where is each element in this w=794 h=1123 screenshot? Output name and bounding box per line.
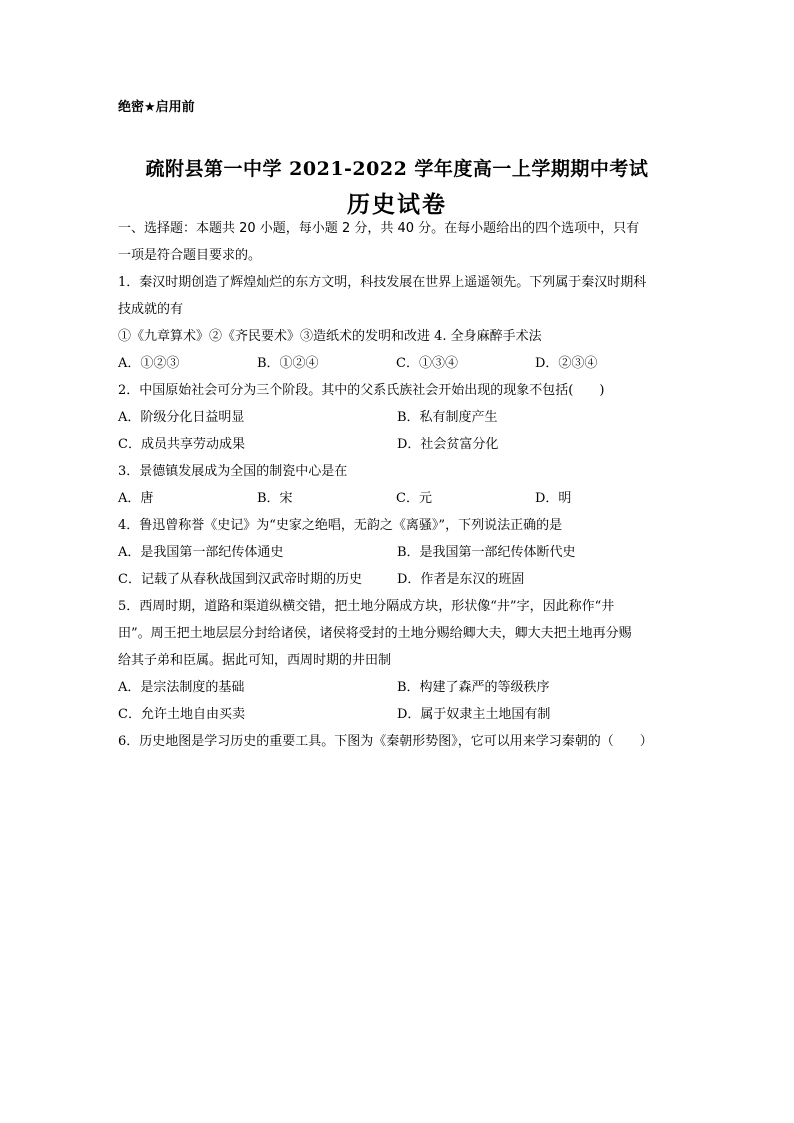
question-2-options-row-1 bbox=[118, 404, 683, 431]
question-1-stem-line-2: 技成就的有 bbox=[118, 302, 184, 317]
option-a[interactable]: A．阶级分化日益明显 bbox=[118, 410, 245, 425]
option-b[interactable]: B．①②④ bbox=[257, 356, 319, 371]
option-a[interactable]: A．唐 bbox=[118, 491, 154, 506]
option-d[interactable]: D．明 bbox=[535, 491, 572, 506]
question-3-stem: 3．景德镇发展成为全国的制瓷中心是在 bbox=[118, 464, 348, 479]
question-5 bbox=[118, 593, 683, 728]
option-d[interactable]: D．社会贫富分化 bbox=[397, 437, 499, 452]
option-a[interactable]: A．①②③ bbox=[118, 356, 180, 371]
exam-content bbox=[118, 215, 683, 755]
option-b[interactable]: B．宋 bbox=[257, 491, 293, 506]
option-a[interactable]: A．是宗法制度的基础 bbox=[118, 680, 245, 695]
option-c[interactable]: C．允许土地自由买卖 bbox=[118, 707, 245, 722]
question-5-stem-line-1: 5．西周时期，道路和渠道纵横交错，把土地分隔成方块，形状像“井”字，因此称作“井 bbox=[118, 599, 615, 614]
question-6 bbox=[118, 728, 683, 755]
question-5-options-row-2 bbox=[118, 701, 683, 728]
section-intro-line-1: 一、选择题：本题共 20 小题，每小题 2 分，共 40 分。在每小题给出的四个选项中，只有 bbox=[118, 221, 640, 236]
confidential-label: 绝密★启用前 bbox=[118, 100, 195, 115]
option-d[interactable]: D．属于奴隶主土地国有制 bbox=[397, 707, 551, 722]
question-4-options-row-2 bbox=[118, 566, 683, 593]
question-1-stem-line-3: ①《九章算术》②《齐民要术》③造纸术的发明和改进 4. 全身麻醉手术法 bbox=[118, 329, 542, 344]
option-c[interactable]: C．元 bbox=[396, 491, 432, 506]
exam-title: 疏附县第一中学 2021-2022 学年度高一上学期期中考试 bbox=[145, 158, 649, 180]
question-2-stem: 2．中国原始社会可分为三个阶段。其中的父系氏族社会开始出现的现象不包括( ) bbox=[118, 383, 605, 398]
question-3-options bbox=[118, 485, 683, 512]
section-intro-line-2: 一项是符合题目要求的。 bbox=[118, 248, 262, 263]
question-1 bbox=[118, 269, 683, 377]
question-2 bbox=[118, 377, 683, 458]
question-2-options-row-2 bbox=[118, 431, 683, 458]
question-3 bbox=[118, 458, 683, 512]
question-1-stem-line-1: 1．秦汉时期创造了辉煌灿烂的东方文明，科技发展在世界上遥遥领先。下列属于秦汉时期科 bbox=[118, 275, 647, 290]
question-4 bbox=[118, 512, 683, 593]
option-c[interactable]: C．成员共享劳动成果 bbox=[118, 437, 245, 452]
question-5-stem-line-2: 田”。周王把土地层层分封给诸侯，诸侯将受封的土地分赐给卿大夫，卿大夫把土地再分赐 bbox=[118, 626, 632, 641]
option-b[interactable]: B．是我国第一部纪传体断代史 bbox=[397, 545, 576, 560]
question-4-options-row-1 bbox=[118, 539, 683, 566]
question-1-options bbox=[118, 350, 683, 377]
option-b[interactable]: B．私有制度产生 bbox=[397, 410, 498, 425]
question-6-stem: 6．历史地图是学习历史的重要工具。下图为《秦朝形势图》，它可以用来学习秦朝的（ ） bbox=[118, 734, 653, 749]
option-a[interactable]: A．是我国第一部纪传体通史 bbox=[118, 545, 284, 560]
option-d[interactable]: D．②③④ bbox=[535, 356, 598, 371]
subject-title: 历史试卷 bbox=[347, 191, 447, 218]
option-c[interactable]: C．记载了从春秋战国到汉武帝时期的历史 bbox=[118, 572, 362, 587]
question-5-stem-line-3: 给其子弟和臣属。据此可知，西周时期的井田制 bbox=[118, 653, 392, 668]
question-4-stem: 4．鲁迅曾称誉《史记》为“史家之绝唱，无韵之《离骚》”，下列说法正确的是 bbox=[118, 518, 563, 533]
question-5-options-row-1 bbox=[118, 674, 683, 701]
option-d[interactable]: D．作者是东汉的班固 bbox=[397, 572, 525, 587]
option-c[interactable]: C．①③④ bbox=[396, 356, 458, 371]
option-b[interactable]: B．构建了森严的等级秩序 bbox=[397, 680, 550, 695]
